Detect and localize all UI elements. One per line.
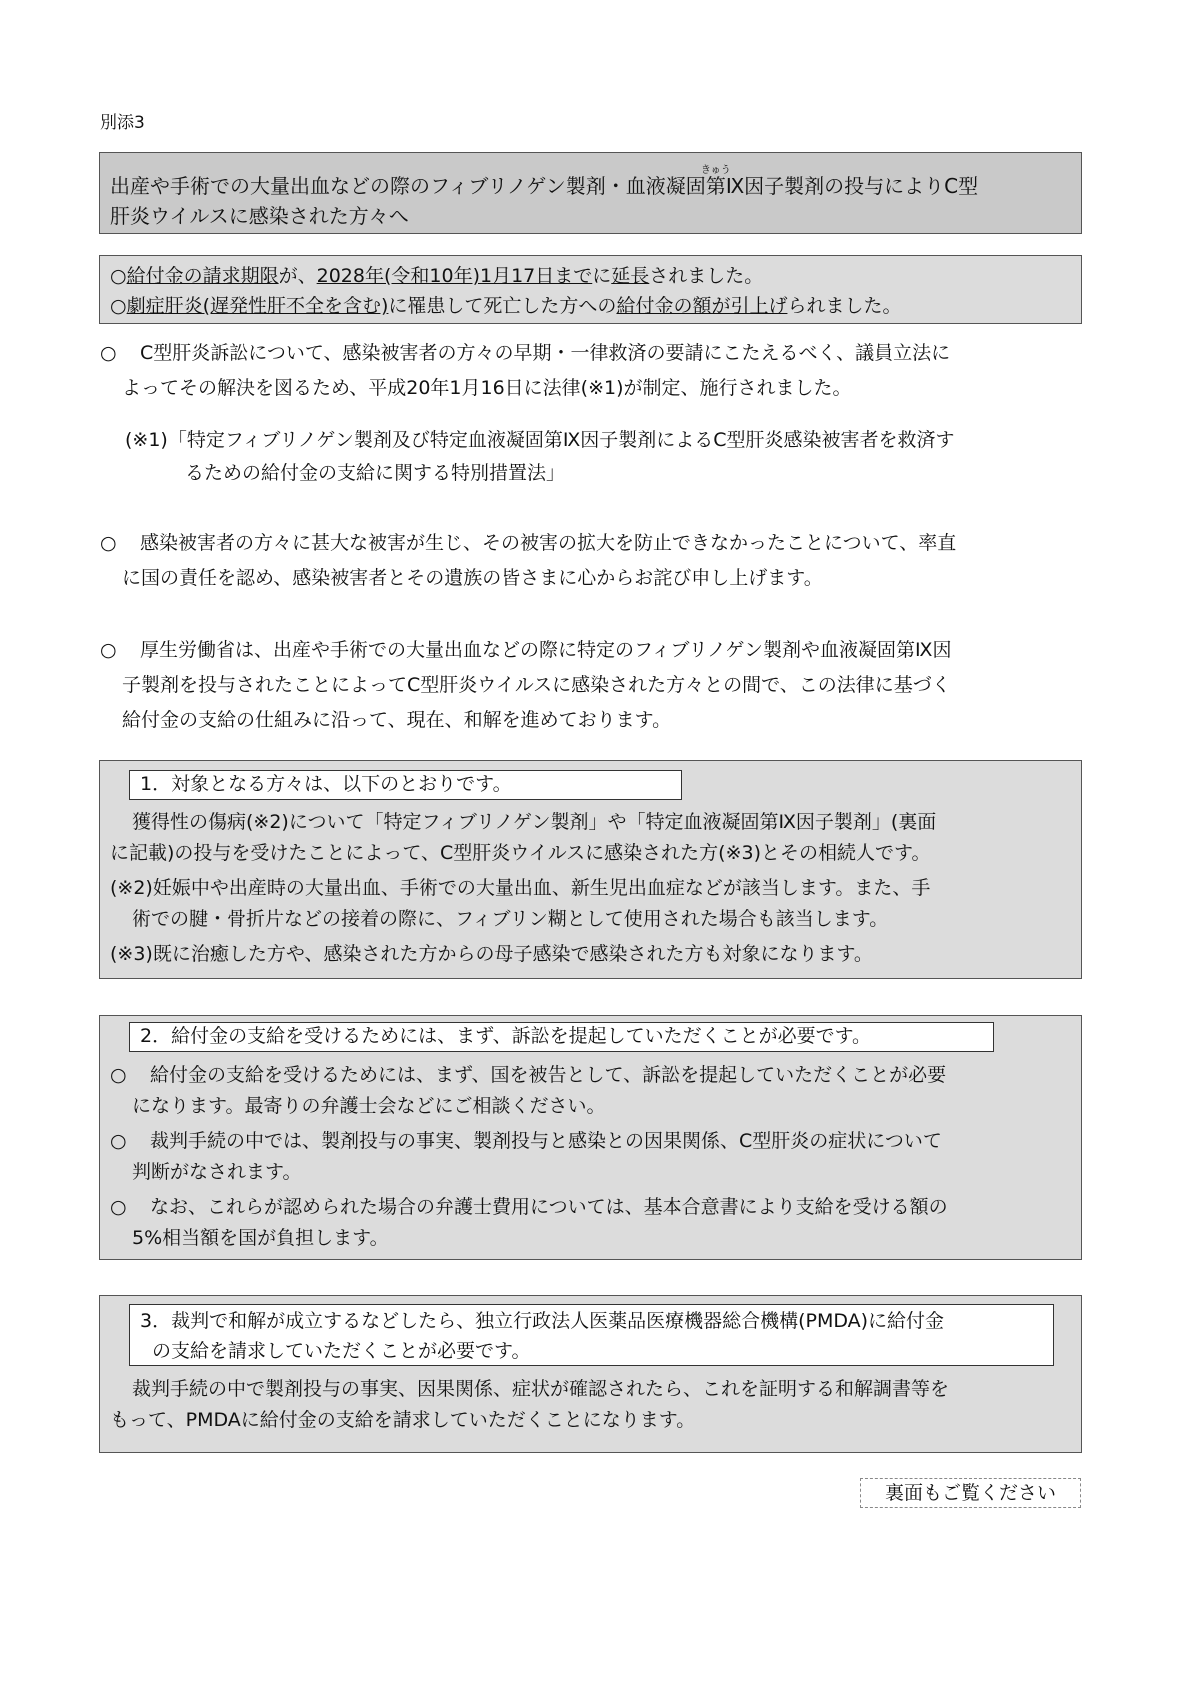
title-line-2: 肝炎ウイルスに感染された方々へ xyxy=(110,204,409,228)
intro-paragraph-2: ○ 感染被害者の方々に甚大な被害が生じ、その被害の拡大を防止できなかったことについて、率直 に国の責任を認め、感染被害者とその遺族の皆さまに心からお詫び申し上げます。 xyxy=(100,532,957,589)
title-line-1: 出産や手術での大量出血などの際のフィブリノゲン製剤・血液凝固第きゅうⅨ因子製剤の投与によりC型 xyxy=(110,165,979,198)
footnote-1: (※1)「特定フィブリノゲン製剤及び特定血液凝固第Ⅸ因子製剤によるC型肝炎感染被害者を救済す るための給付金の支給に関する特別措置法」 xyxy=(125,429,955,484)
title-ruby: 第きゅう xyxy=(700,165,731,198)
intro-paragraph-1: ○ C型肝炎訴訟について、感染被害者の方々の早期・一律救済の要請にこたえるべく、議員立法に よってその解決を図るため、平成20年1月16日に法律(※1)が制定、施行されました。 xyxy=(100,342,951,399)
section-3-body: 裁判手続の中で製剤投与の事実、因果関係、症状が確認されたら、これを証明する和解調書等を もって、PMDAに給付金の支給を請求していただくことになります。 xyxy=(110,1378,950,1431)
see-reverse-note: 裏面もご覧ください xyxy=(860,1478,1081,1508)
section-2-body: ○ 給付金の支給を受けるためには、まず、国を被告として、訴訟を提起していただくことが必要 になります。最寄りの弁護士会などにご相談ください。 ○ 裁判手続の中では、製剤投与の事実、製剤投与と感染との因果関係、C型肝炎の症状について 判断がなされます。 ○ なお、これらが認められた場合の弁護士費用については、基本合意書により支給を受ける額の 5%相当額を国が負担します。 xyxy=(110,1064,948,1249)
section-2-box xyxy=(99,1015,1082,1260)
attachment-label: 別添3 xyxy=(100,113,145,133)
section-2-heading: 2．給付金の支給を受けるためには、まず、訴訟を提起していただくことが必要です。 xyxy=(129,1022,994,1052)
section-1-body: 獲得性の傷病(※2)について「特定フィブリノゲン製剤」や「特定血液凝固第Ⅸ因子製剤」(裏面 に記載)の投与を受けたことによって、C型肝炎ウイルスに感染された方(※3)とその相続人です。 (※2)妊娠中や出産時の大量出血、手術での大量出血、新生児出血症などが該当します。また、手 術での腱・骨折片などの接着の際に、フィブリン糊として使用された場合も該当します。 (※3)既に治癒した方や、感染された方からの母子感染で感染された方も対象になります。 xyxy=(110,811,937,965)
intro-paragraph-3: ○ 厚生労働省は、出産や手術での大量出血などの際に特定のフィブリノゲン製剤や血液凝固第Ⅸ因 子製剤を投与されたことによってC型肝炎ウイルスに感染された方々との間で、この法律に基づく 給付金の支給の仕組みに沿って、現在、和解を進めております。 xyxy=(100,639,952,731)
section-1-box xyxy=(99,760,1082,979)
section-3-heading: 3．裁判で和解が成立するなどしたら、独立行政法人医薬品医療機器総合機構(PMDA)に給付金 の支給を請求していただくことが必要です。 xyxy=(129,1304,1054,1366)
notice-line-2: ○劇症肝炎(遅発性肝不全を含む)に罹患して死亡した方への給付金の額が引上げられました。 xyxy=(110,295,902,317)
section-1-heading: 1．対象となる方々は、以下のとおりです。 xyxy=(129,770,682,800)
notice-box xyxy=(99,255,1082,324)
notice-line-1: ○給付金の請求期限が、2028年(令和10年)1月17日までに延長されました。 xyxy=(110,265,764,287)
section-3-box xyxy=(99,1295,1082,1453)
document-title xyxy=(99,152,1082,234)
